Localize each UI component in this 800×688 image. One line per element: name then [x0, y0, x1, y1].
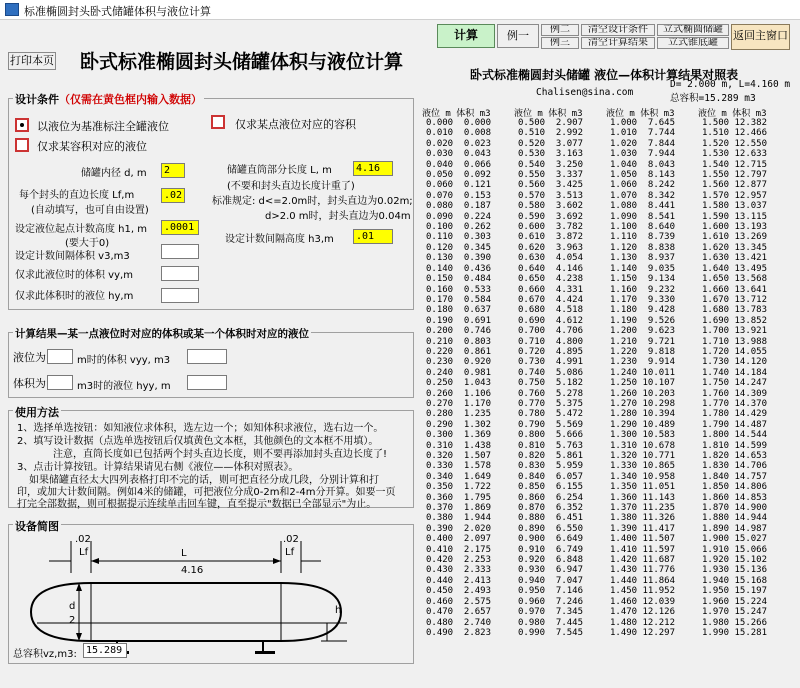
table-row: 1.810 14.599 — [702, 440, 768, 451]
table-row: 1.160 9.232 — [610, 284, 676, 295]
radio-level-basis-label: 以液位为基准标注全罐液位 — [37, 120, 169, 133]
table-row: 1.440 11.864 — [610, 575, 676, 586]
table-row: 0.010 0.008 — [426, 128, 492, 139]
d-label: d — [69, 601, 76, 612]
table-row: 0.850 6.155 — [518, 482, 584, 493]
table-row: 1.930 15.136 — [702, 565, 768, 576]
table-row: 0.310 1.438 — [426, 440, 492, 451]
h3-input[interactable]: .01 — [353, 229, 393, 244]
radio-level-to-volume-label: 仅求某点液位对应的容积 — [235, 118, 356, 131]
vertical-cone-tank-button[interactable]: 立式锥底罐 — [657, 37, 729, 49]
table-row: 1.190 9.526 — [610, 315, 676, 326]
level-value — [47, 349, 73, 364]
table-row: 1.540 12.715 — [702, 159, 768, 170]
table-row: 0.760 5.278 — [518, 388, 584, 399]
table-row: 0.400 2.097 — [426, 534, 492, 545]
usage-line-7: 打完全部数据，则可根据提示连续单击回车键，直至提示"数据已全部显示"为止。 — [17, 499, 377, 510]
table-row: 0.960 7.246 — [518, 596, 584, 607]
table-row: 0.700 4.706 — [518, 326, 584, 337]
table-row: 0.880 6.451 — [518, 513, 584, 524]
table-row: 1.580 13.037 — [702, 201, 768, 212]
results-table-total: 总容积=15.289 m3 — [670, 93, 756, 104]
table-row: 1.820 14.653 — [702, 451, 768, 461]
table-row: 0.660 4.331 — [518, 284, 584, 295]
table-row: 1.530 12.633 — [702, 149, 768, 160]
table-row: 1.410 11.597 — [610, 544, 676, 555]
table-row: 0.550 3.337 — [518, 170, 584, 181]
table-row: 0.520 3.077 — [518, 138, 584, 149]
table-row: 0.860 6.254 — [518, 492, 584, 503]
volume-label: 体积为 — [13, 377, 46, 390]
volume-at-level-value — [187, 349, 227, 364]
app-icon — [5, 3, 19, 16]
table-row: 0.890 6.550 — [518, 523, 584, 534]
usage-line-6: 印，或加大计数间隔。例如4米的储罐，可把液位分成0-2m和2-4m分开算。如要一页 — [17, 487, 396, 498]
table-row: 0.720 4.895 — [518, 346, 584, 357]
table-row: 0.770 5.375 — [518, 398, 584, 409]
table-row: 0.810 5.763 — [518, 440, 584, 451]
table-row: 0.710 4.800 — [518, 336, 584, 347]
table-row: 1.230 9.914 — [610, 357, 676, 368]
table-row: 1.420 11.687 — [610, 555, 676, 566]
column-header: 液位 m 体积 m3 — [514, 109, 583, 119]
table-row: 1.740 14.184 — [702, 367, 768, 378]
vy-label: 仅求此液位时的体积 vy,m — [15, 270, 133, 281]
table-row: 0.970 7.345 — [518, 607, 584, 618]
usage-line-4: 3、点击计算按钮。计算结果请见右侧《液位——体积对照表》。 — [17, 462, 299, 473]
table-row: 0.410 2.175 — [426, 544, 492, 555]
table-row: 1.100 8.640 — [610, 222, 676, 233]
table-row: 1.670 13.712 — [702, 294, 768, 305]
table-row: 0.380 1.944 — [426, 513, 492, 524]
tank-diagram — [9, 525, 413, 663]
d-value: 2 — [69, 615, 76, 626]
home-button[interactable]: 返回主窗口 — [731, 24, 790, 50]
table-row: 0.500 2.907 — [518, 118, 584, 128]
table-row: 0.290 1.302 — [426, 419, 492, 430]
table-row: 0.900 6.649 — [518, 534, 584, 545]
table-row: 1.390 11.417 — [610, 523, 676, 534]
h1-input[interactable]: .0001 — [161, 220, 199, 235]
vertical-ellipse-tank-button[interactable]: 立式椭圆储罐 — [657, 24, 729, 36]
table-row: 0.090 0.224 — [426, 211, 492, 222]
table-row: 1.990 15.281 — [702, 627, 768, 638]
table-row: 1.070 8.342 — [610, 190, 676, 201]
calculate-button[interactable]: 计算 — [437, 24, 495, 48]
diameter-input[interactable]: 2 — [161, 163, 185, 178]
table-row: 0.930 6.947 — [518, 565, 584, 576]
volume-value — [47, 375, 73, 390]
table-row: 0.780 5.472 — [518, 409, 584, 420]
table-row: 1.110 8.739 — [610, 232, 676, 243]
design-title: 设计条件（仅需在黄色框内输入数据） — [15, 93, 202, 106]
level-at-volume-label: m3时的液位 hyy, m — [77, 381, 171, 392]
table-row: 1.090 8.541 — [610, 211, 676, 222]
table-row: 1.690 13.852 — [702, 315, 768, 326]
table-row: 0.510 2.992 — [518, 128, 584, 139]
table-row: 0.020 0.023 — [426, 138, 492, 149]
column-header: 液位 m 体积 m3 — [606, 109, 675, 119]
table-row: 0.830 5.959 — [518, 461, 584, 472]
usage-line-2: 2、填写设计数据（点选单选按钮后仅填黄色文本框，其他颜色的文本框不用填）。 — [17, 436, 379, 447]
table-row: 0.990 7.545 — [518, 627, 584, 638]
table-row: 1.140 9.035 — [610, 263, 676, 274]
table-row: 1.360 11.143 — [610, 492, 676, 503]
column-header: 液位 m 体积 m3 — [698, 109, 767, 119]
results-title: 计算结果—某一点液位时对应的体积或某一个体积时对应的液位 — [15, 328, 309, 340]
table-row: 0.210 0.803 — [426, 336, 492, 347]
table-row: 1.310 10.678 — [610, 440, 676, 451]
table-row: 1.630 13.421 — [702, 253, 768, 264]
table-row: 0.870 6.352 — [518, 503, 584, 514]
table-row: 0.220 0.861 — [426, 346, 492, 357]
table-row: 0.790 5.569 — [518, 419, 584, 430]
table-row: 1.470 12.126 — [610, 607, 676, 618]
table-row: 1.730 14.120 — [702, 357, 768, 368]
table-row: 1.200 9.623 — [610, 326, 676, 337]
table-row: 1.170 9.330 — [610, 294, 676, 305]
table-row: 0.650 4.238 — [518, 274, 584, 285]
length-note: (不要和封头直边长度计重了) — [227, 181, 355, 192]
table-row: 1.610 13.269 — [702, 232, 768, 243]
total-volume-value: 15.289 — [83, 643, 127, 658]
lf-right-value: .02 — [283, 534, 299, 545]
table-row: 0.530 3.163 — [518, 149, 584, 160]
clear-design-button[interactable]: 清空设计条件 — [581, 24, 655, 36]
table-row: 1.620 13.345 — [702, 242, 768, 253]
table-row: 0.070 0.153 — [426, 190, 492, 201]
vy-input[interactable] — [161, 266, 199, 281]
diameter-label: 储罐内径 d, m — [81, 168, 147, 179]
table-row: 0.740 5.086 — [518, 367, 584, 378]
table-row: 0.620 3.963 — [518, 242, 584, 253]
example2-button[interactable]: 例二 — [541, 24, 579, 36]
window-title: 标准椭圆封头卧式储罐体积与液位计算 — [24, 5, 211, 18]
table-row: 0.950 7.146 — [518, 586, 584, 597]
table-row: 0.260 1.106 — [426, 388, 492, 399]
table-row: 0.170 0.584 — [426, 294, 492, 305]
table-row: 0.910 6.749 — [518, 544, 584, 555]
table-row: 0.370 1.869 — [426, 503, 492, 514]
table-row: 1.210 9.721 — [610, 336, 676, 347]
table-row: 0.590 3.692 — [518, 211, 584, 222]
table-row: 0.750 5.182 — [518, 378, 584, 389]
table-row: 0.140 0.436 — [426, 263, 492, 274]
table-row: 0.240 0.981 — [426, 367, 492, 378]
table-row: 1.490 12.297 — [610, 627, 676, 638]
table-row: 1.250 10.107 — [610, 378, 676, 389]
table-row: 1.900 15.027 — [702, 534, 768, 545]
table-row: 0.150 0.484 — [426, 274, 492, 285]
table-row: 0.450 2.493 — [426, 586, 492, 597]
table-row: 1.590 13.115 — [702, 211, 768, 222]
table-row: 1.050 8.143 — [610, 170, 676, 181]
usage-title: 使用方法 — [15, 406, 59, 419]
table-row: 0.330 1.578 — [426, 461, 492, 472]
table-row: 0.480 2.740 — [426, 617, 492, 628]
table-row: 0.110 0.303 — [426, 232, 492, 243]
lf-label: 每个封头的直边长度 Lf,m — [19, 190, 135, 201]
table-row: 0.280 1.235 — [426, 409, 492, 420]
table-row: 1.030 7.944 — [610, 149, 676, 160]
table-row: 0.270 1.170 — [426, 398, 492, 409]
table-row: 1.020 7.844 — [610, 138, 676, 149]
level-at-volume-value — [187, 375, 227, 390]
table-row: 0.820 5.861 — [518, 451, 584, 461]
results-table — [422, 106, 800, 666]
results-column — [426, 118, 491, 638]
table-row: 0.690 4.612 — [518, 315, 584, 326]
table-row: 1.950 15.197 — [702, 586, 768, 597]
table-row: 0.130 0.390 — [426, 253, 492, 264]
table-row: 0.050 0.092 — [426, 170, 492, 181]
L-label: L — [181, 548, 187, 559]
column-header: 液位 m 体积 m3 — [422, 109, 491, 119]
table-row: 1.350 11.051 — [610, 482, 676, 493]
table-row: 0.180 0.637 — [426, 305, 492, 316]
table-row: 1.300 10.583 — [610, 430, 676, 441]
table-row: 0.840 6.057 — [518, 471, 584, 482]
lf-right-label: Lf — [285, 547, 295, 558]
table-row: 1.770 14.370 — [702, 398, 768, 409]
design-conditions-group — [8, 93, 414, 310]
title-bar — [0, 0, 800, 20]
table-row: 0.730 4.991 — [518, 357, 584, 368]
table-row: 1.330 10.865 — [610, 461, 676, 472]
table-row: 0.440 2.413 — [426, 575, 492, 586]
table-row: 1.790 14.487 — [702, 419, 768, 430]
table-row: 1.340 10.958 — [610, 471, 676, 482]
radio-volume-to-level[interactable] — [15, 138, 29, 152]
table-row: 1.870 14.900 — [702, 503, 768, 514]
table-row: 0.340 1.649 — [426, 471, 492, 482]
table-row: 1.320 10.771 — [610, 451, 676, 461]
table-row: 0.200 0.746 — [426, 326, 492, 337]
table-row: 1.940 15.168 — [702, 575, 768, 586]
table-row: 1.850 14.806 — [702, 482, 768, 493]
table-row: 0.560 3.425 — [518, 180, 584, 191]
table-row: 0.980 7.445 — [518, 617, 584, 628]
table-row: 0.000 0.000 — [426, 118, 492, 128]
table-row: 1.890 14.987 — [702, 523, 768, 534]
length-label: 储罐直筒部分长度 L, m — [227, 165, 332, 176]
v3-label: 设定计数间隔体积 v3,m3 — [15, 251, 130, 262]
table-row: 1.430 11.776 — [610, 565, 676, 576]
table-row: 1.980 15.266 — [702, 617, 768, 628]
usage-line-1: 1、选择单选按钮：如知液位求体积，选左边一个；如知体积求液位，选右边一个。 — [17, 423, 384, 434]
standard-note-1: 标准规定: d<=2.0m时，封头直边为0.02m; — [212, 196, 413, 207]
table-row: 0.040 0.066 — [426, 159, 492, 170]
results-group — [8, 328, 414, 398]
volume-at-level-label: m时的体积 vyy, m3 — [77, 355, 171, 366]
table-row: 0.940 7.047 — [518, 575, 584, 586]
h1-label: 设定液位起点计数高度 h1, m — [15, 224, 147, 235]
table-row: 1.780 14.429 — [702, 409, 768, 420]
table-row: 1.120 8.838 — [610, 242, 676, 253]
table-row: 0.360 1.795 — [426, 492, 492, 503]
h-label: h — [335, 605, 342, 616]
table-row: 1.150 9.134 — [610, 274, 676, 285]
h1-note: (要大于0) — [65, 238, 110, 249]
table-row: 1.180 9.428 — [610, 305, 676, 316]
table-row: 0.460 2.575 — [426, 596, 492, 607]
table-row: 0.420 2.253 — [426, 555, 492, 566]
table-row: 0.060 0.121 — [426, 180, 492, 191]
table-row: 1.130 8.937 — [610, 253, 676, 264]
example1-button[interactable]: 例一 — [497, 24, 539, 48]
table-row: 0.320 1.507 — [426, 451, 492, 461]
equipment-title: 设备简图 — [15, 520, 59, 533]
table-row: 1.800 14.544 — [702, 430, 768, 441]
table-row: 0.670 4.424 — [518, 294, 584, 305]
lf-left-value: .02 — [75, 534, 91, 545]
table-row: 0.800 5.666 — [518, 430, 584, 441]
usage-group — [8, 406, 414, 510]
results-table-params: D= 2.000 m, L=4.160 m — [670, 79, 791, 90]
clear-results-button[interactable]: 清空计算结果 — [581, 37, 655, 49]
table-row: 1.240 10.011 — [610, 367, 676, 378]
table-row: 1.480 12.212 — [610, 617, 676, 628]
table-row: 0.250 1.043 — [426, 378, 492, 389]
table-row: 1.060 8.242 — [610, 180, 676, 191]
table-row: 0.390 2.020 — [426, 523, 492, 534]
table-row: 1.650 13.568 — [702, 274, 768, 285]
L-value: 4.16 — [181, 565, 204, 576]
table-row: 0.470 2.657 — [426, 607, 492, 618]
table-row: 1.830 14.706 — [702, 461, 768, 472]
page-title: 卧式标准椭圆封头储罐体积与液位计算 — [80, 51, 404, 73]
level-label: 液位为 — [13, 351, 46, 364]
table-row: 0.100 0.262 — [426, 222, 492, 233]
v3-input[interactable] — [161, 244, 199, 259]
table-row: 1.520 12.550 — [702, 138, 768, 149]
table-row: 1.570 12.957 — [702, 190, 768, 201]
table-row: 1.920 15.102 — [702, 555, 768, 566]
table-row: 0.030 0.043 — [426, 149, 492, 160]
table-row: 1.270 10.298 — [610, 398, 676, 409]
table-row: 0.680 4.518 — [518, 305, 584, 316]
table-row: 0.600 3.782 — [518, 222, 584, 233]
table-row: 0.160 0.533 — [426, 284, 492, 295]
usage-line-3: 注意，直筒长度如已包括两个封头直边长度，则不要再添加封头直边长度了! — [53, 449, 388, 460]
table-row: 1.400 11.507 — [610, 534, 676, 545]
results-table-email: Chalisen@sina.com — [536, 87, 634, 98]
table-row: 1.000 7.645 — [610, 118, 676, 128]
results-column — [518, 118, 583, 638]
table-row: 1.010 7.744 — [610, 128, 676, 139]
table-row: 1.640 13.495 — [702, 263, 768, 274]
radio-volume-to-level-label: 仅求某容积对应的液位 — [37, 140, 147, 153]
table-row: 1.040 8.043 — [610, 159, 676, 170]
table-row: 0.430 2.333 — [426, 565, 492, 576]
table-row: 1.760 14.309 — [702, 388, 768, 399]
h3-label: 设定计数间隔高度 h3,m — [225, 234, 334, 245]
table-row: 1.510 12.466 — [702, 128, 768, 139]
table-row: 1.700 13.921 — [702, 326, 768, 337]
table-row: 1.970 15.247 — [702, 607, 768, 618]
table-row: 1.260 10.203 — [610, 388, 676, 399]
table-row: 0.120 0.345 — [426, 242, 492, 253]
table-row: 1.290 10.489 — [610, 419, 676, 430]
table-row: 1.380 11.326 — [610, 513, 676, 524]
lf-note: (自动填写，也可自由设置) — [31, 205, 149, 216]
radio-level-to-volume[interactable] — [211, 115, 225, 129]
table-row: 0.640 4.146 — [518, 263, 584, 274]
usage-line-5: 如果储罐直径太大四列表格打印不完的话，则可把直径分成几段，分别计算和打 — [29, 475, 379, 486]
table-row: 0.230 0.920 — [426, 357, 492, 368]
table-row: 0.630 4.054 — [518, 253, 584, 264]
table-row: 0.610 3.872 — [518, 232, 584, 243]
example3-button[interactable]: 例三 — [541, 37, 579, 49]
table-row: 1.450 11.952 — [610, 586, 676, 597]
table-row: 1.720 14.055 — [702, 346, 768, 357]
equipment-diagram-group — [8, 520, 414, 664]
lf-left-label: Lf — [79, 547, 89, 558]
table-row: 0.350 1.722 — [426, 482, 492, 493]
table-row: 1.460 12.039 — [610, 596, 676, 607]
table-row: 0.920 6.848 — [518, 555, 584, 566]
total-volume-label: 总容积vz,m3: — [13, 649, 77, 660]
table-row: 1.280 10.394 — [610, 409, 676, 420]
table-row: 1.710 13.988 — [702, 336, 768, 347]
table-row: 1.750 14.247 — [702, 378, 768, 389]
print-button[interactable]: 打印本页 — [8, 52, 56, 70]
table-row: 1.080 8.441 — [610, 201, 676, 212]
design-note: （仅需在黄色框内输入数据） — [59, 93, 202, 106]
table-row: 1.660 13.641 — [702, 284, 768, 295]
table-row: 0.570 3.513 — [518, 190, 584, 201]
length-input[interactable]: 4.16 — [353, 161, 393, 176]
table-row: 1.500 12.382 — [702, 118, 768, 128]
table-row: 1.550 12.797 — [702, 170, 768, 181]
results-table-title: 卧式标准椭圆封头储罐 液位—体积计算结果对照表 — [470, 68, 739, 82]
standard-note-2: d>2.0 m时，封头直边为0.04m — [265, 211, 411, 222]
radio-level-basis[interactable] — [15, 118, 29, 132]
table-row: 1.880 14.944 — [702, 513, 768, 524]
table-row: 1.910 15.066 — [702, 544, 768, 555]
table-row: 1.600 13.193 — [702, 222, 768, 233]
table-row: 1.960 15.224 — [702, 596, 768, 607]
table-row: 1.220 9.818 — [610, 346, 676, 357]
table-row: 1.370 11.235 — [610, 503, 676, 514]
table-row: 1.680 13.783 — [702, 305, 768, 316]
hy-input[interactable] — [161, 288, 199, 303]
table-row: 0.580 3.602 — [518, 201, 584, 212]
table-row: 0.490 2.823 — [426, 627, 492, 638]
results-column — [702, 118, 767, 638]
hy-label: 仅求此体积时的液位 hy,m — [15, 291, 134, 302]
table-row: 1.840 14.757 — [702, 471, 768, 482]
results-column — [610, 118, 675, 638]
table-row: 1.860 14.853 — [702, 492, 768, 503]
table-row: 0.540 3.250 — [518, 159, 584, 170]
table-row: 0.080 0.187 — [426, 201, 492, 212]
table-row: 0.300 1.369 — [426, 430, 492, 441]
lf-input[interactable]: .02 — [161, 188, 185, 203]
table-row: 1.560 12.877 — [702, 180, 768, 191]
table-row: 0.190 0.691 — [426, 315, 492, 326]
